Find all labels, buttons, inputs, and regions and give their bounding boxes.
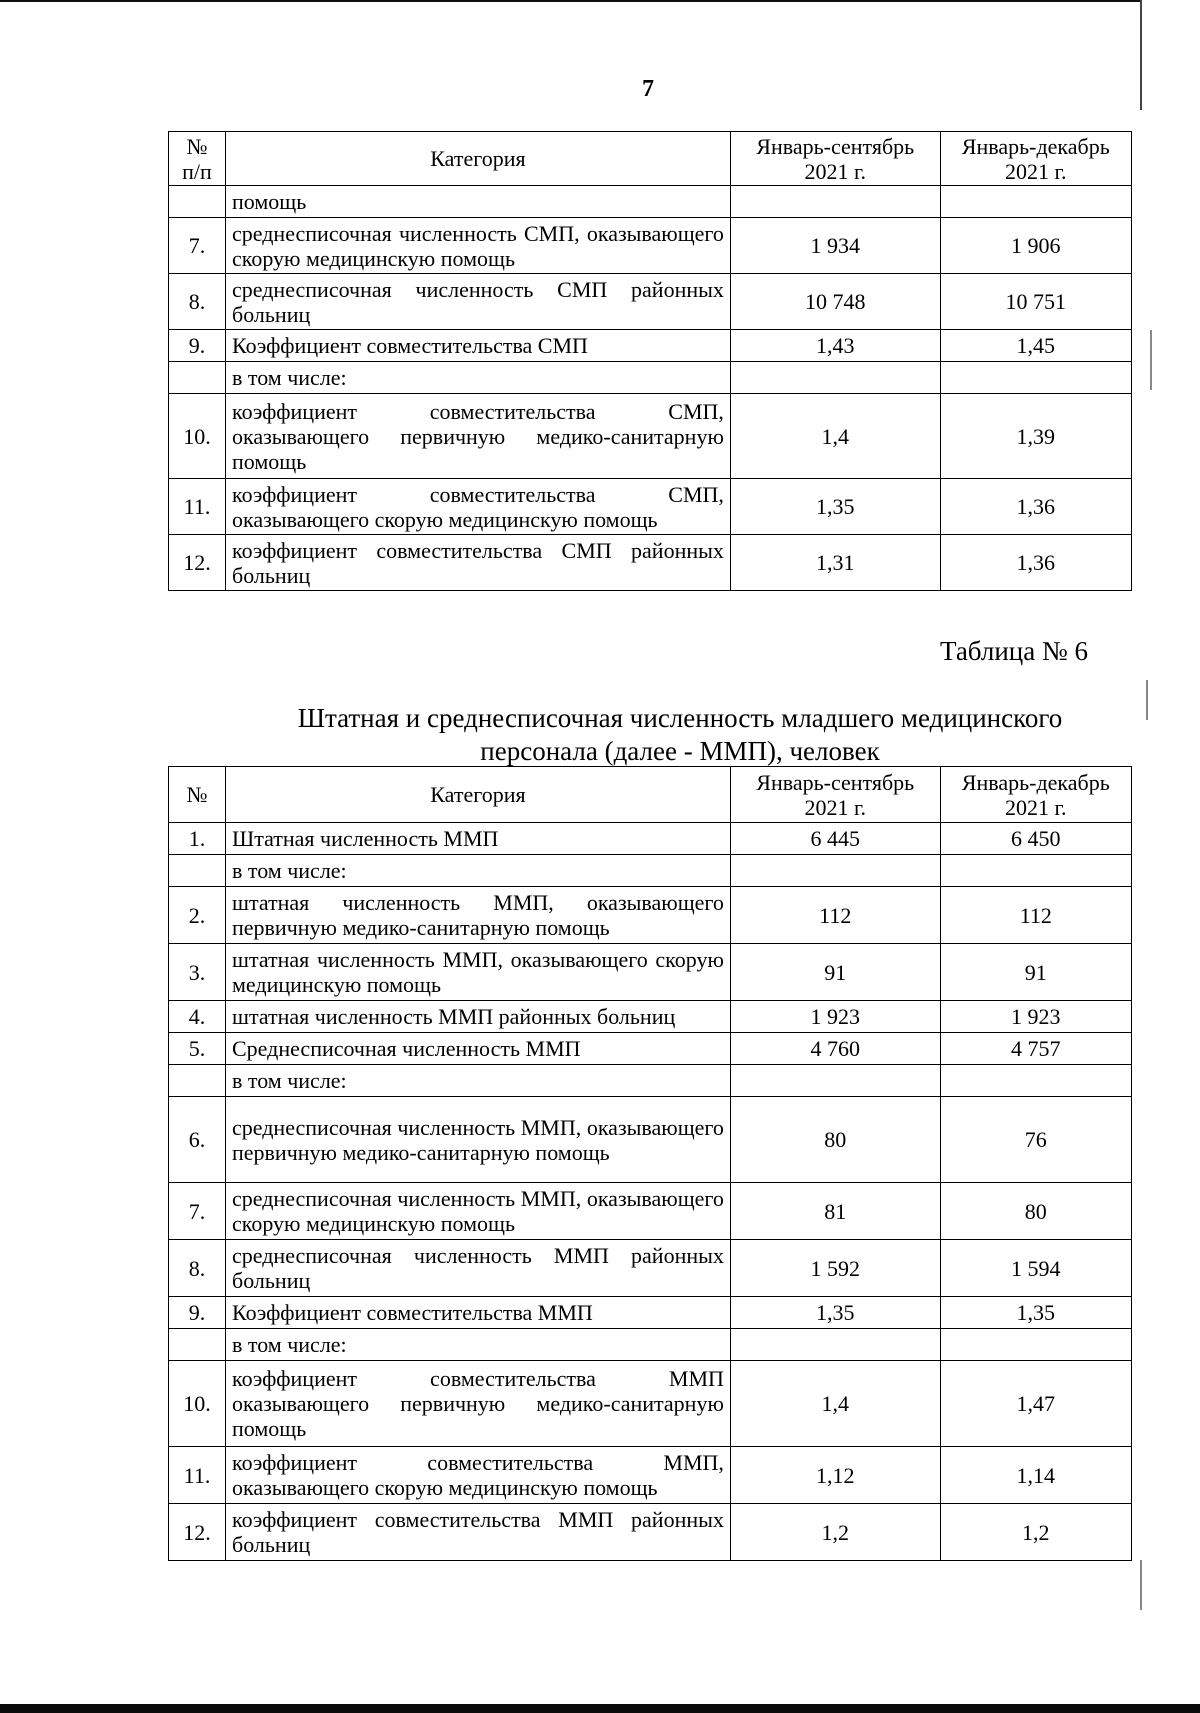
header-num: №: [169, 767, 226, 823]
row-value-jan-sep: 1,35: [730, 1297, 940, 1329]
row-num: 9.: [169, 1297, 226, 1329]
row-value-jan-sep: [730, 1065, 940, 1097]
table-row: [169, 1329, 1132, 1361]
row-value-jan-sep: [730, 362, 940, 394]
row-value-jan-sep: 1 592: [730, 1240, 940, 1297]
row-value-jan-dec: [940, 362, 1131, 394]
scan-speck: [1150, 330, 1152, 390]
row-value-jan-sep: 1,35: [730, 479, 940, 535]
row-category: Штатная численность ММП: [226, 823, 731, 855]
row-category: коэффициент совместительства ММП районных больниц: [226, 1504, 731, 1561]
row-category: коэффициент совместительства СМП, оказывающего скорую медицинскую помощь: [226, 479, 731, 535]
row-num: 6.: [169, 1097, 226, 1183]
row-value-jan-sep: 1 934: [730, 218, 940, 274]
table-row: [169, 218, 1132, 274]
table-row: [169, 887, 1132, 944]
row-category: в том числе:: [226, 362, 731, 394]
row-value-jan-dec: 112: [940, 887, 1131, 944]
row-value-jan-dec: 1,14: [940, 1447, 1131, 1504]
row-value-jan-sep: 1 923: [730, 1001, 940, 1033]
table-header-row: [169, 767, 1132, 823]
header-period-jan-sep: Январь-сентябрь 2021 г.: [730, 767, 940, 823]
row-category: штатная численность ММП районных больниц: [226, 1001, 731, 1033]
row-value-jan-dec: 4 757: [940, 1033, 1131, 1065]
row-value-jan-dec: [940, 1329, 1131, 1361]
table-smp-continuation: [168, 131, 1132, 591]
row-num: 9.: [169, 330, 226, 362]
table-row: [169, 1447, 1132, 1504]
row-num: 5.: [169, 1033, 226, 1065]
row-value-jan-sep: 6 445: [730, 823, 940, 855]
table-row: [169, 535, 1132, 591]
row-num: 10.: [169, 1361, 226, 1447]
row-category: среднесписочная численность ММП, оказывающего скорую медицинскую помощь: [226, 1183, 731, 1240]
row-value-jan-sep: 10 748: [730, 274, 940, 330]
row-category: Среднесписочная численность ММП: [226, 1033, 731, 1065]
row-category: штатная численность ММП, оказывающего скорую медицинскую помощь: [226, 944, 731, 1001]
row-category: коэффициент совместительства ММП оказывающего первичную медико-санитарную помощь: [226, 1361, 731, 1447]
row-num: 7.: [169, 218, 226, 274]
scan-bottom-edge: [0, 1704, 1200, 1713]
row-category: в том числе:: [226, 1065, 731, 1097]
row-value-jan-dec: 1 906: [940, 218, 1131, 274]
row-value-jan-dec: [940, 1065, 1131, 1097]
row-value-jan-sep: 1,31: [730, 535, 940, 591]
table-caption: Таблица № 6: [940, 636, 1088, 666]
page-number: 7: [642, 76, 654, 102]
header-period-jan-sep: Январь-сентябрь 2021 г.: [730, 132, 940, 186]
row-category: среднесписочная численность ММП, оказывающего первичную медико-санитарную помощь: [226, 1097, 731, 1183]
row-value-jan-dec: 1,39: [940, 394, 1131, 479]
row-category: помощь: [226, 186, 731, 218]
row-num: [169, 186, 226, 218]
table-header-row: [169, 132, 1132, 186]
row-num: 12.: [169, 535, 226, 591]
row-value-jan-sep: 81: [730, 1183, 940, 1240]
row-num: 8.: [169, 1240, 226, 1297]
table-row: [169, 1240, 1132, 1297]
row-num: 4.: [169, 1001, 226, 1033]
row-value-jan-sep: 91: [730, 944, 940, 1001]
row-category: в том числе:: [226, 1329, 731, 1361]
row-category: Коэффициент совместительства ММП: [226, 1297, 731, 1329]
table-row: [169, 274, 1132, 330]
table-row: [169, 823, 1132, 855]
row-value-jan-dec: [940, 855, 1131, 887]
row-value-jan-sep: [730, 186, 940, 218]
header-category: Категория: [226, 767, 731, 823]
row-value-jan-dec: 76: [940, 1097, 1131, 1183]
row-num: [169, 1065, 226, 1097]
row-num: 1.: [169, 823, 226, 855]
row-value-jan-dec: 1,2: [940, 1504, 1131, 1561]
row-num: 7.: [169, 1183, 226, 1240]
row-value-jan-sep: [730, 855, 940, 887]
row-value-jan-dec: 1,36: [940, 479, 1131, 535]
row-value-jan-sep: 1,4: [730, 394, 940, 479]
row-category: среднесписочная численность СМП районных больниц: [226, 274, 731, 330]
row-num: 11.: [169, 479, 226, 535]
row-value-jan-dec: 6 450: [940, 823, 1131, 855]
table-row: [169, 1033, 1132, 1065]
table-mmp-staffing: [168, 766, 1132, 1561]
scan-speck: [1140, 1560, 1142, 1610]
row-value-jan-dec: 1,47: [940, 1361, 1131, 1447]
row-value-jan-sep: 80: [730, 1097, 940, 1183]
row-num: [169, 362, 226, 394]
row-num: 11.: [169, 1447, 226, 1504]
row-value-jan-sep: 1,43: [730, 330, 940, 362]
row-num: 2.: [169, 887, 226, 944]
row-value-jan-dec: 1,35: [940, 1297, 1131, 1329]
row-category: штатная численность ММП, оказывающего первичную медико-санитарную помощь: [226, 887, 731, 944]
row-num: 8.: [169, 274, 226, 330]
row-value-jan-sep: 112: [730, 887, 940, 944]
row-value-jan-dec: 10 751: [940, 274, 1131, 330]
row-num: 10.: [169, 394, 226, 479]
table-row: [169, 1183, 1132, 1240]
row-category: Коэффициент совместительства СМП: [226, 330, 731, 362]
row-category: среднесписочная численность СМП, оказывающего скорую медицинскую помощь: [226, 218, 731, 274]
table-row: [169, 1297, 1132, 1329]
row-value-jan-sep: 4 760: [730, 1033, 940, 1065]
table-row: [169, 479, 1132, 535]
table-row: [169, 1001, 1132, 1033]
row-num: 12.: [169, 1504, 226, 1561]
table-row: [169, 1097, 1132, 1183]
row-value-jan-dec: [940, 186, 1131, 218]
row-value-jan-dec: 1,36: [940, 535, 1131, 591]
table-row: [169, 944, 1132, 1001]
header-period-jan-dec: Январь-декабрь 2021 г.: [940, 767, 1131, 823]
row-num: [169, 855, 226, 887]
row-category: коэффициент совместительства СМП районных больниц: [226, 535, 731, 591]
table-row: [169, 330, 1132, 362]
table-row: [169, 1361, 1132, 1447]
row-value-jan-dec: 91: [940, 944, 1131, 1001]
row-value-jan-sep: 1,12: [730, 1447, 940, 1504]
scan-top-edge: [0, 0, 1140, 2]
row-value-jan-dec: 1,45: [940, 330, 1131, 362]
row-value-jan-dec: 80: [940, 1183, 1131, 1240]
scan-speck: [1146, 680, 1148, 720]
row-category: в том числе:: [226, 855, 731, 887]
table-row: [169, 1065, 1132, 1097]
row-num: 3.: [169, 944, 226, 1001]
table-row: [169, 1504, 1132, 1561]
table-title: Штатная и среднесписочная численность младшего медицинского персонала (далее - ММП), человек: [297, 703, 1063, 766]
row-category: коэффициент совместительства ММП, оказывающего скорую медицинскую помощь: [226, 1447, 731, 1504]
table-row: [169, 394, 1132, 479]
header-num: № п/п: [169, 132, 226, 186]
row-value-jan-sep: 1,4: [730, 1361, 940, 1447]
row-value-jan-dec: 1 594: [940, 1240, 1131, 1297]
table-row: [169, 855, 1132, 887]
row-value-jan-sep: 1,2: [730, 1504, 940, 1561]
row-num: [169, 1329, 226, 1361]
header-category: Категория: [226, 132, 731, 186]
row-category: среднесписочная численность ММП районных больниц: [226, 1240, 731, 1297]
row-value-jan-dec: 1 923: [940, 1001, 1131, 1033]
table-row: [169, 186, 1132, 218]
row-category: коэффициент совместительства СМП, оказывающего первичную медико-санитарную помощь: [226, 394, 731, 479]
table-row: [169, 362, 1132, 394]
row-value-jan-sep: [730, 1329, 940, 1361]
header-period-jan-dec: Январь-декабрь 2021 г.: [940, 132, 1131, 186]
